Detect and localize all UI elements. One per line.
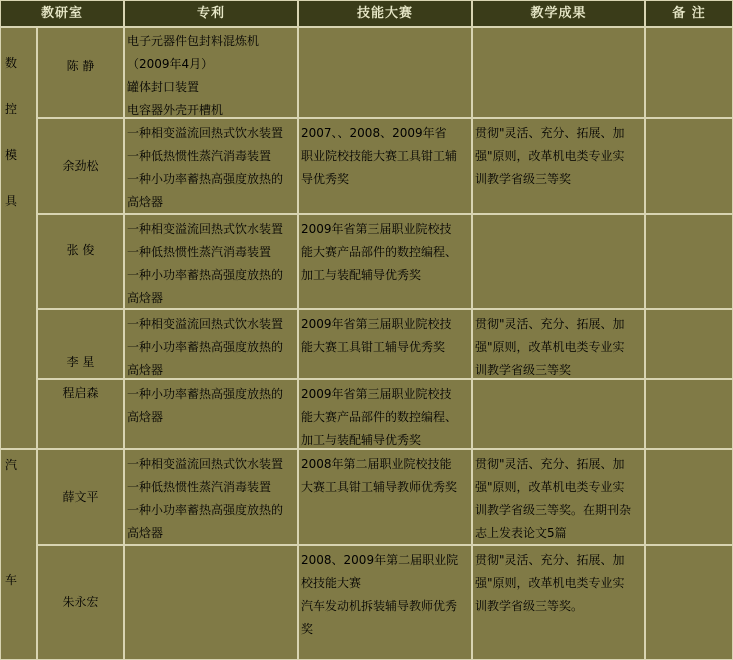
patent-line: 高焓器 [127, 195, 164, 209]
teaching-line: 贯彻"灵活、充分、拓展、加 [475, 126, 625, 140]
patent-line: 一种小功率蓄热高强度放热的 [127, 340, 284, 354]
remark-cell [645, 449, 733, 545]
patent-line: 一种相变溢流回热式饮水装置 [127, 222, 284, 236]
contest-line: 2007、、2008、2009年省 [301, 126, 447, 140]
contest-line: 能大赛产品部件的数控编程、 [301, 245, 458, 259]
dept-char: 数 [5, 56, 18, 70]
contest-line: 能大赛产品部件的数控编程、 [301, 410, 458, 424]
teaching-line: 强"原则，改革机电类专业实 [475, 149, 625, 163]
contest-cell [298, 118, 472, 214]
dept-char: 车 [5, 573, 18, 587]
patent-cell [124, 214, 298, 309]
remark-cell [645, 379, 733, 449]
teaching-line: 贯彻"灵活、充分、拓展、加 [475, 317, 625, 331]
contest-cell [298, 379, 472, 449]
teaching-cell [472, 118, 645, 214]
contest-line: 2008年第二届职业院校技能 [301, 457, 452, 471]
teacher-name: 薛文平 [37, 449, 124, 545]
teaching-cell [472, 27, 645, 118]
teaching-cell [472, 214, 645, 309]
patent-line: 罐体封口装置 [127, 80, 200, 94]
patent-line: 一种低热惯性蒸汽消毒装置 [127, 480, 272, 494]
patent-cell [124, 309, 298, 379]
remark-cell [645, 27, 733, 118]
teaching-line: 强"原则，改革机电类专业实 [475, 340, 625, 354]
teacher-name: 朱永宏 [37, 545, 124, 660]
contest-cell [298, 27, 472, 118]
teacher-name: 程启森 [37, 379, 124, 449]
teacher-name: 余劲松 [37, 118, 124, 214]
teacher-name: 张 俊 [37, 214, 124, 309]
teaching-line: 训教学省级三等奖 [475, 363, 572, 377]
patent-line: 一种相变溢流回热式饮水装置 [127, 317, 284, 331]
patent-line: 一种小功率蓄热高强度放热的 [127, 503, 284, 517]
patent-cell [124, 27, 298, 118]
patent-line: 高焓器 [127, 291, 164, 305]
contest-line: 汽车发动机拆装辅导教师优秀 [301, 599, 458, 613]
patent-cell [124, 379, 298, 449]
teaching-line: 训教学省级三等奖。 [475, 599, 584, 613]
teaching-line: 强"原则，改革机电类专业实 [475, 576, 625, 590]
contest-line: 大赛工具钳工辅导教师优秀奖 [301, 480, 458, 494]
department-auto [0, 449, 37, 660]
patent-line: 一种相变溢流回热式饮水装置 [127, 457, 284, 471]
teacher-name: 李 星 [37, 309, 124, 379]
contest-line: 加工与装配辅导优秀奖 [301, 268, 422, 282]
contest-line: 2008、2009年第二届职业院 [301, 553, 459, 567]
contest-cell [298, 309, 472, 379]
teaching-cell [472, 309, 645, 379]
patent-line: 一种低热惯性蒸汽消毒装置 [127, 149, 272, 163]
contest-cell [298, 545, 472, 660]
patent-line: 一种低热惯性蒸汽消毒装置 [127, 245, 272, 259]
patent-line: 电容器外壳开槽机 [127, 103, 224, 117]
patent-line: 一种小功率蓄热高强度放热的 [127, 387, 284, 401]
teaching-cell [472, 545, 645, 660]
patent-line: 高焓器 [127, 526, 164, 540]
header-teaching: 教学成果 [472, 0, 645, 27]
header-contest: 技能大赛 [298, 0, 472, 27]
header-patent: 专利 [124, 0, 298, 27]
teaching-line: 贯彻"灵活、充分、拓展、加 [475, 553, 625, 567]
patent-cell [124, 545, 298, 660]
contest-line: 加工与装配辅导优秀奖 [301, 433, 422, 447]
contest-line: 2009年省第三届职业院校技 [301, 222, 452, 236]
dept-char: 模 [5, 148, 18, 162]
contest-line: 2009年省第三届职业院校技 [301, 387, 452, 401]
teaching-line: 训教学省级三等奖。在期刊杂 [475, 503, 632, 517]
contest-line: 校技能大赛 [301, 576, 362, 590]
dept-char: 具 [5, 194, 18, 208]
patent-line: 一种小功率蓄热高强度放热的 [127, 172, 284, 186]
header-dept: 教研室 [0, 0, 124, 27]
contest-line: 奖 [301, 622, 314, 636]
header-remark: 备 注 [645, 0, 733, 27]
teaching-line: 训教学省级三等奖 [475, 172, 572, 186]
teaching-cell [472, 379, 645, 449]
contest-cell [298, 449, 472, 545]
contest-line: 能大赛工具钳工辅导优秀奖 [301, 340, 446, 354]
remark-cell [645, 545, 733, 660]
teaching-line: 贯彻"灵活、充分、拓展、加 [475, 457, 625, 471]
contest-line: 导优秀奖 [301, 172, 350, 186]
patent-line: 一种小功率蓄热高强度放热的 [127, 268, 284, 282]
patent-line: （2009年4月） [127, 57, 214, 71]
patent-cell [124, 449, 298, 545]
contest-line: 职业院校技能大赛工具钳工辅 [301, 149, 458, 163]
remark-cell [645, 309, 733, 379]
patent-line: 高焓器 [127, 363, 164, 377]
teacher-name: 陈 静 [37, 27, 124, 118]
dept-char: 汽 [5, 458, 18, 472]
teaching-line: 志上发表论文5篇 [475, 526, 567, 540]
patent-line: 电子元器件包封料混炼机 [127, 34, 260, 48]
teaching-cell [472, 449, 645, 545]
contest-cell [298, 214, 472, 309]
dept-char: 控 [5, 102, 18, 116]
department-cnc-mold [0, 27, 37, 449]
contest-line: 2009年省第三届职业院校技 [301, 317, 452, 331]
patent-line: 高焓器 [127, 410, 164, 424]
patent-cell [124, 118, 298, 214]
remark-cell [645, 118, 733, 214]
patent-line: 一种相变溢流回热式饮水装置 [127, 126, 284, 140]
remark-cell [645, 214, 733, 309]
teaching-line: 强"原则，改革机电类专业实 [475, 480, 625, 494]
